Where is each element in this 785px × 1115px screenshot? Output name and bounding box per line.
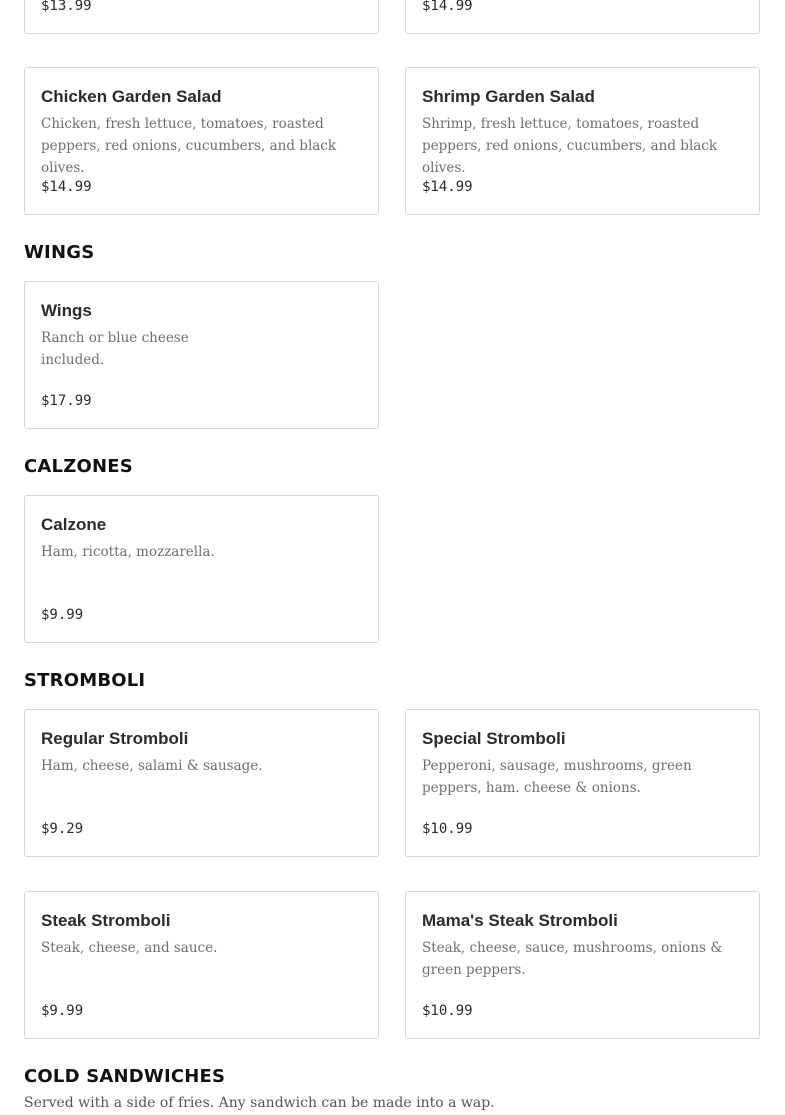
menu-item-card[interactable] xyxy=(24,67,379,215)
menu-item-title: Steak Stromboli xyxy=(41,911,171,930)
menu-item-description: Ranch or blue cheese included. xyxy=(41,330,189,368)
menu-row-previous xyxy=(0,0,785,36)
menu-item-price: $13.99 xyxy=(41,0,92,14)
menu-item-price: $9.99 xyxy=(41,1003,84,1019)
menu-item-title: Mama's Steak Stromboli xyxy=(422,911,618,930)
menu-row-salads xyxy=(0,67,785,217)
menu-item-price: $14.99 xyxy=(41,179,92,195)
menu-item-card[interactable] xyxy=(24,495,379,643)
menu-item-card[interactable] xyxy=(24,709,379,857)
menu-item-description: Pepperoni, sausage, mushrooms, green peppers, ham. cheese & onions. xyxy=(422,758,692,796)
menu-item-price: $10.99 xyxy=(422,1003,473,1019)
menu-item-title: Wings xyxy=(41,301,92,320)
menu-item-description: Ham, ricotta, mozzarella. xyxy=(41,544,215,560)
menu-item-title: Special Stromboli xyxy=(422,729,566,748)
menu-row-calzones xyxy=(0,495,785,645)
menu-item-price: $14.99 xyxy=(422,0,473,14)
menu-item-title: Chicken Garden Salad xyxy=(41,87,222,106)
section-heading-stromboli: STROMBOLI xyxy=(24,670,146,691)
menu-item-title: Regular Stromboli xyxy=(41,729,189,748)
menu-item-card[interactable] xyxy=(405,891,760,1039)
menu-item-price: $9.99 xyxy=(41,607,84,623)
menu-item-description: Shrimp, fresh lettuce, tomatoes, roasted peppers, red onions, cucumbers, and black olives. xyxy=(422,116,718,176)
menu-item-card[interactable] xyxy=(24,281,379,429)
menu-row-wings xyxy=(0,281,785,431)
menu-item-description: Steak, cheese, and sauce. xyxy=(41,940,218,956)
menu-item-card[interactable] xyxy=(24,891,379,1039)
menu-item-price: $17.99 xyxy=(41,393,92,409)
menu-item-description: Ham, cheese, salami & sausage. xyxy=(41,758,263,774)
menu-row-stromboli-2 xyxy=(0,891,785,1041)
menu-item-price: $14.99 xyxy=(422,179,473,195)
menu-item-price: $9.29 xyxy=(41,821,84,837)
section-heading-calzones: CALZONES xyxy=(24,456,133,477)
section-heading-cold-sandwiches: COLD SANDWICHES xyxy=(24,1066,226,1087)
menu-item-card[interactable] xyxy=(405,709,760,857)
menu-item-card[interactable] xyxy=(24,0,379,34)
menu-item-card[interactable] xyxy=(405,67,760,215)
section-heading-wings: WINGS xyxy=(24,242,95,263)
section-subtitle-cold-sandwiches: Served with a side of fries. Any sandwich can be made into a wap. xyxy=(24,1095,495,1111)
menu-item-title: Shrimp Garden Salad xyxy=(422,87,595,106)
menu-row-stromboli-1 xyxy=(0,709,785,859)
menu-item-description: Steak, cheese, sauce, mushrooms, onions & green peppers. xyxy=(422,940,723,978)
menu-item-description: Chicken, fresh lettuce, tomatoes, roasted peppers, red onions, cucumbers, and black olives. xyxy=(41,116,337,176)
menu-item-card[interactable] xyxy=(405,0,760,34)
menu-item-title: Calzone xyxy=(41,515,107,534)
menu-item-price: $10.99 xyxy=(422,821,473,837)
